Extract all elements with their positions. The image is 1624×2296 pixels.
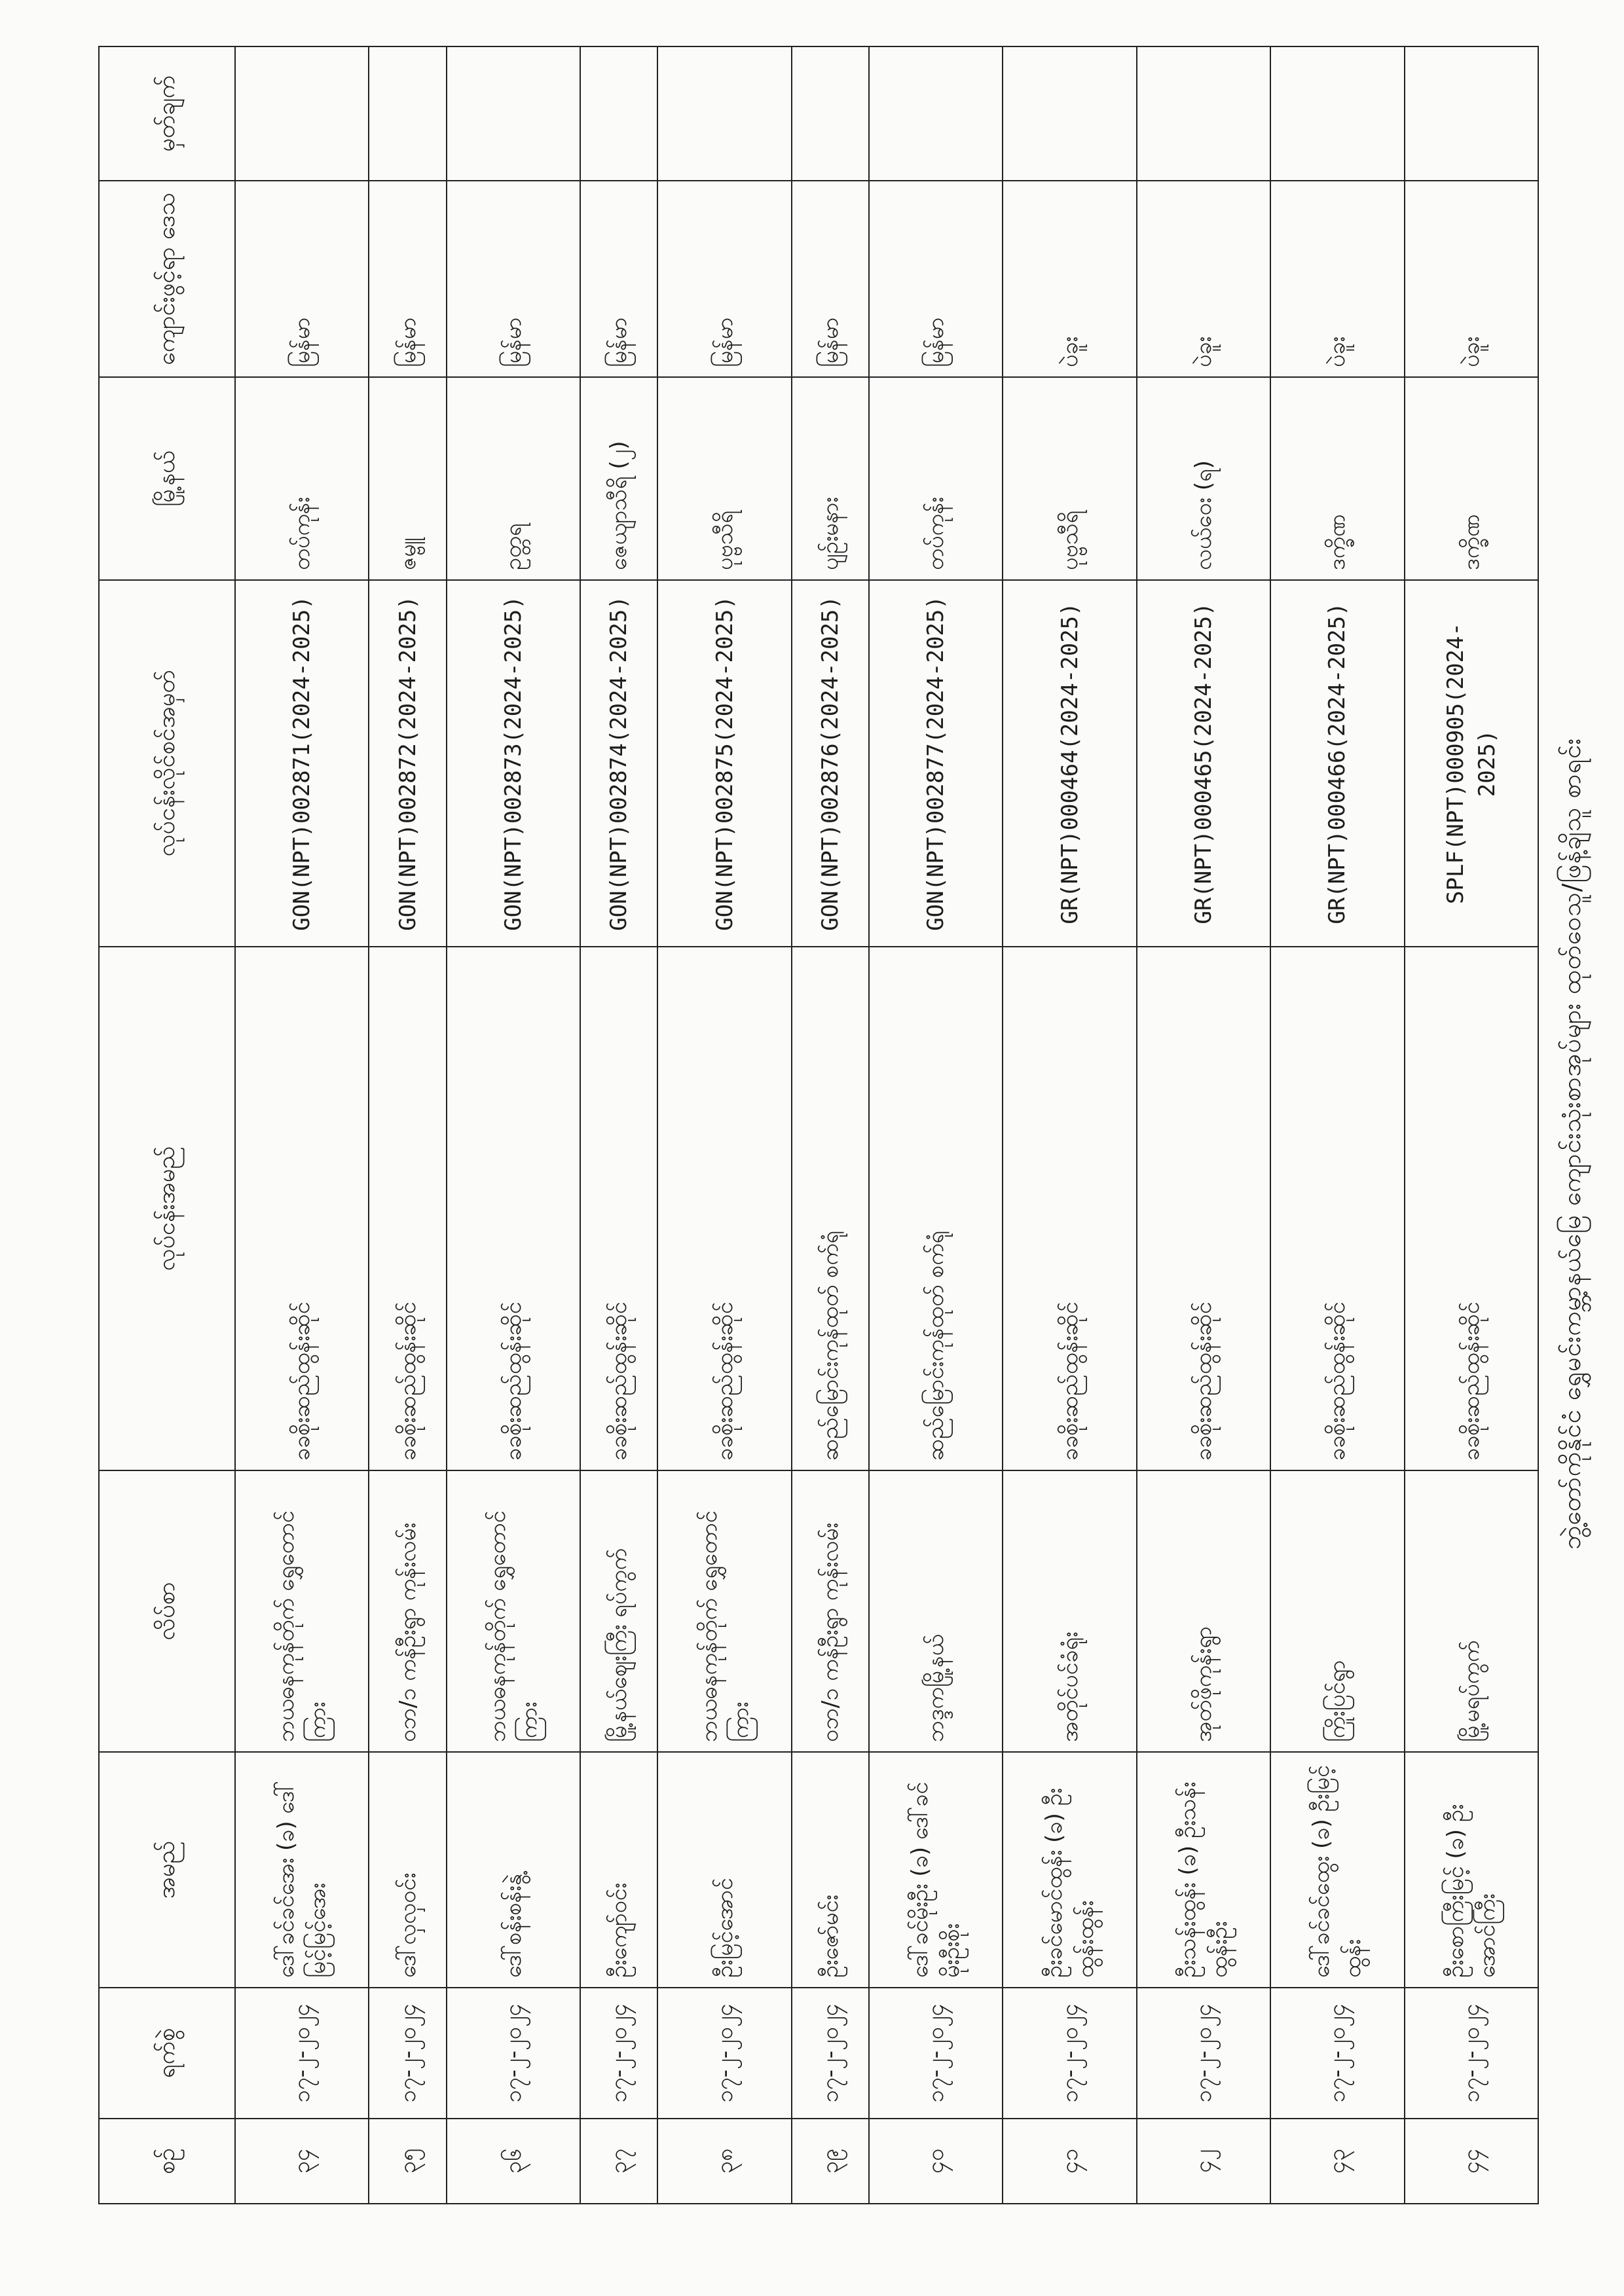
table-row (1405, 46, 1538, 2204)
cell-num: ၄၂ (1137, 2119, 1270, 2204)
cell-remark (447, 46, 580, 181)
cell-business: ခခစိုးဆည်ထွန်းဆိုင် (369, 947, 446, 1470)
header-num: စဉ် (99, 2119, 235, 2204)
cell-address: မြို့နယ်ဈေးကြီး ရပ်ကွက် (580, 1470, 657, 1752)
cell-num: ၄၃ (1270, 2119, 1404, 2204)
cell-name: ဦးခင်မောင်ထွန်း (ခ) ဦးထွန်းထွန်း (1003, 1752, 1136, 1988)
cell-license: GR(NPT)000465(2024-2025) (1137, 580, 1270, 947)
cell-township: ဇေယျာသီရိ (၂) (580, 377, 657, 580)
cell-date: ၁၇-၂-၂၀၂၄ (657, 1988, 791, 2119)
cell-township: တပ်ကုန်း (869, 377, 1003, 580)
cell-business: ခခစိုးဆည်ထွန်းဆိုင် (1270, 947, 1404, 1470)
cell-address: ဝဘ/၁ ကန်ဦးရွာ ကုန်းလမ်း (792, 1470, 869, 1752)
header-township: မြို့နယ် (99, 377, 235, 580)
cell-township: တပ်ကုန်း (235, 377, 369, 580)
cell-license: GR(NPT)000464(2024-2025) (1003, 580, 1136, 947)
cell-township: ဇမ္ဗူ (369, 377, 446, 580)
cell-business: ခခစိုးဆည်ထွန်းဆိုင် (1003, 947, 1136, 1470)
cell-region: မြန်မာ (447, 181, 580, 377)
cell-region: မြန်မာ (869, 181, 1003, 377)
cell-license: GR(NPT)000466(2024-2025) (1270, 580, 1404, 947)
table-row (369, 46, 446, 2204)
cell-date: ၁၇-၂-၂၀၂၄ (1137, 1988, 1270, 2119)
table-row (447, 46, 580, 2204)
cell-num: ၃၄ (235, 2119, 369, 2204)
cell-address: အတိုင်ပင်ခံရုံး (1003, 1470, 1136, 1752)
cell-date: ၁၇-၂-၂၀၂၄ (580, 1988, 657, 2119)
cell-region: မြန်မာ (235, 181, 369, 377)
cell-region: ပဲခူး (1405, 181, 1538, 377)
cell-business: ခခစိုးဆည်ထွန်းဆိုင် (447, 947, 580, 1470)
table-row (1270, 46, 1404, 2204)
cell-name: ဒေါ်ခင်ခင်ထွေး (ခ) ဦးမြင့်ထွန်း (1270, 1752, 1404, 1988)
cell-date: ၁၇-၂-၂၀၂၄ (1003, 1988, 1136, 2119)
header-name: အမည် (99, 1752, 235, 1988)
cell-remark (657, 46, 791, 181)
cell-remark (1270, 46, 1404, 181)
cell-name: ဦးသန်းထွန်း (ခ) ဦးသန်းထွန်းဦး (1137, 1752, 1270, 1988)
cell-region: မြန်မာ (657, 181, 791, 377)
cell-remark (1137, 46, 1270, 181)
cell-business: ခခစိုးဆည်ထွန်းဆိုင် (580, 947, 657, 1470)
cell-region: မြန်မာ (792, 181, 869, 377)
cell-name: ဒေါ်ခင်ခင်အေး (ခ) ဒေါ်မြင့်မြင့်အေး (235, 1752, 369, 1988)
header-business: လုပ်ငန်းအမည် (99, 947, 235, 1470)
cell-date: ၁၇-၂-၂၀၂၄ (447, 1988, 580, 2119)
cell-business: ဆည်မြောင်းကုန်ထုတ် စက်ရုံ (869, 947, 1003, 1470)
cell-name: ဒေါ်ခင်မိုးဦး (ခ) ဒေါ်ခင်မိုးဦးစိုး (869, 1752, 1003, 1988)
cell-date: ၁၇-၂-၂၀၂၄ (1270, 1988, 1404, 2119)
cell-license: SPLF(NPT)000905(2024-2025) (1405, 580, 1538, 947)
cell-num: ၃၇ (580, 2119, 657, 2204)
cell-township: ဥတ္တရ (447, 377, 580, 580)
cell-address: မြို့မရပ်ကွက် (1405, 1470, 1538, 1752)
cell-num: ၄၄ (1405, 2119, 1538, 2204)
cell-business: ခခစိုးဆည်ထွန်းဆိုင် (657, 947, 791, 1470)
cell-date: ၁၇-၂-၂၀၂၄ (235, 1988, 369, 2119)
cell-remark (235, 46, 369, 181)
cell-name: ဦးဇော်မင်း (792, 1752, 869, 1988)
cell-address: ဘယဓနကုန်တိုက် ရွှေတောင်ကြား (447, 1470, 580, 1752)
cell-remark (1003, 46, 1136, 181)
cell-date: ၁၇-၂-၂၀၂၄ (1405, 1988, 1538, 2119)
header-license: လုပ်ငန်းလိုင်စင်အမှတ် (99, 580, 235, 947)
cell-business: ခခစိုးဆည်ထွန်းဆိုင် (1405, 947, 1538, 1470)
table-row (792, 46, 869, 2204)
cell-region: ပဲခူး (1137, 181, 1270, 377)
cell-num: ၃၆ (447, 2119, 580, 2204)
cell-township: ပုဗ္ဗသီရိ (1003, 377, 1136, 580)
cell-township: ပျဉ်းမနား (792, 377, 869, 580)
cell-remark (580, 46, 657, 181)
header-remark: မှတ်ချက် (99, 46, 235, 181)
cell-remark (792, 46, 869, 181)
header-region: ကျောင်းဖွင့်ရာ ဒေသ (99, 181, 235, 377)
cell-region: မြန်မာ (580, 181, 657, 377)
cell-township: လယ်ဝေး (ရ) (1137, 377, 1270, 580)
cell-date: ၁၇-၂-၂၀၂၄ (369, 1988, 446, 2119)
cell-date: ၁၇-၂-၂၀၂၄ (792, 1988, 869, 2119)
cell-num: ၄၀ (869, 2119, 1003, 2204)
header-address: လိပ်စာ (99, 1470, 235, 1752)
table-row (1137, 46, 1270, 2204)
cell-township: ဒက္ခိဏ (1270, 377, 1404, 580)
cell-num: ၄၁ (1003, 2119, 1136, 2204)
cell-name: ဒေါ်စန်းစန်းနွဲ့ (447, 1752, 580, 1988)
table-row (657, 46, 791, 2204)
cell-num: ၃၅ (369, 2119, 446, 2204)
cell-township: ပုဗ္ဗသီရိ (657, 377, 791, 580)
header-row (99, 46, 235, 2204)
cell-license: GON(NPT)002874(2024-2025) (580, 580, 657, 947)
cell-name: ဦးကျော်ဝင်း (580, 1752, 657, 1988)
cell-region: မြန်မာ (369, 181, 446, 377)
cell-license: GON(NPT)002877(2024-2025) (869, 580, 1003, 947)
cell-name: ဦးမြင့်အောင် (657, 1752, 791, 1988)
cell-num: ၃၉ (792, 2119, 869, 2204)
cell-remark (369, 46, 446, 181)
cell-address: ဘယဓနကုန်တိုက် ရွှေတောင်ကြား (657, 1470, 791, 1752)
cell-address: အုတ်ဖိုကုန်းရွာ (1137, 1470, 1270, 1752)
cell-address: ဝဘ/၁ ကန်ဦးရွာ ကုန်းလမ်း (369, 1470, 446, 1752)
document-title: ဘွဲ့တော်ကိုနိုင်ငံ ရွှေမင်းကမ္ဘာ့နယ်မြေ ကျောင်းသုံးစာအုပ်များ ထုတ်ဝေသူ/ဖြန့်ချိသူ စာရင်း (1557, 737, 1586, 1550)
table-row (869, 46, 1003, 2204)
table-row (235, 46, 369, 2204)
license-table (98, 46, 1539, 2204)
cell-license: GON(NPT)002876(2024-2025) (792, 580, 869, 947)
cell-township: ဒက္ခိဏ (1405, 377, 1538, 580)
cell-license: GON(NPT)002871(2024-2025) (235, 580, 369, 947)
table-row (580, 46, 657, 2204)
cell-address: ဘဒ္ဒကမြို့နယ် (869, 1470, 1003, 1752)
cell-name: ဦးစောကြီးမြင့် (ခ) ဦးအောင်ကြီး (1405, 1752, 1538, 1988)
cell-address: ဘယဓနကုန်တိုက် ရွှေတောင်ကြား (235, 1470, 369, 1752)
cell-business: ခခစိုးဆည်ထွန်းဆိုင် (235, 947, 369, 1470)
table-body (235, 46, 1538, 2204)
table-row (1003, 46, 1136, 2204)
cell-region: ပဲခူး (1270, 181, 1404, 377)
cell-license: GON(NPT)002873(2024-2025) (447, 580, 580, 947)
header-date: ရက်စွဲ (99, 1988, 235, 2119)
cell-remark (1405, 46, 1538, 181)
cell-date: ၁၇-၂-၂၀၂၄ (869, 1988, 1003, 2119)
cell-name: ဒေါ်လှလှဝင်း (369, 1752, 446, 1988)
cell-region: ပဲခူး (1003, 181, 1136, 377)
cell-num: ၃၈ (657, 2119, 791, 2204)
cell-address: ကြိုးပြင်ရွာ (1270, 1470, 1404, 1752)
cell-business: ခခစိုးဆည်ထွန်းဆိုင် (1137, 947, 1270, 1470)
cell-remark (869, 46, 1003, 181)
cell-license: GON(NPT)002872(2024-2025) (369, 580, 446, 947)
cell-business: ဆည်မြောင်းကုန်ထုတ် စက်ရုံ (792, 947, 869, 1470)
cell-license: GON(NPT)002875(2024-2025) (657, 580, 791, 947)
